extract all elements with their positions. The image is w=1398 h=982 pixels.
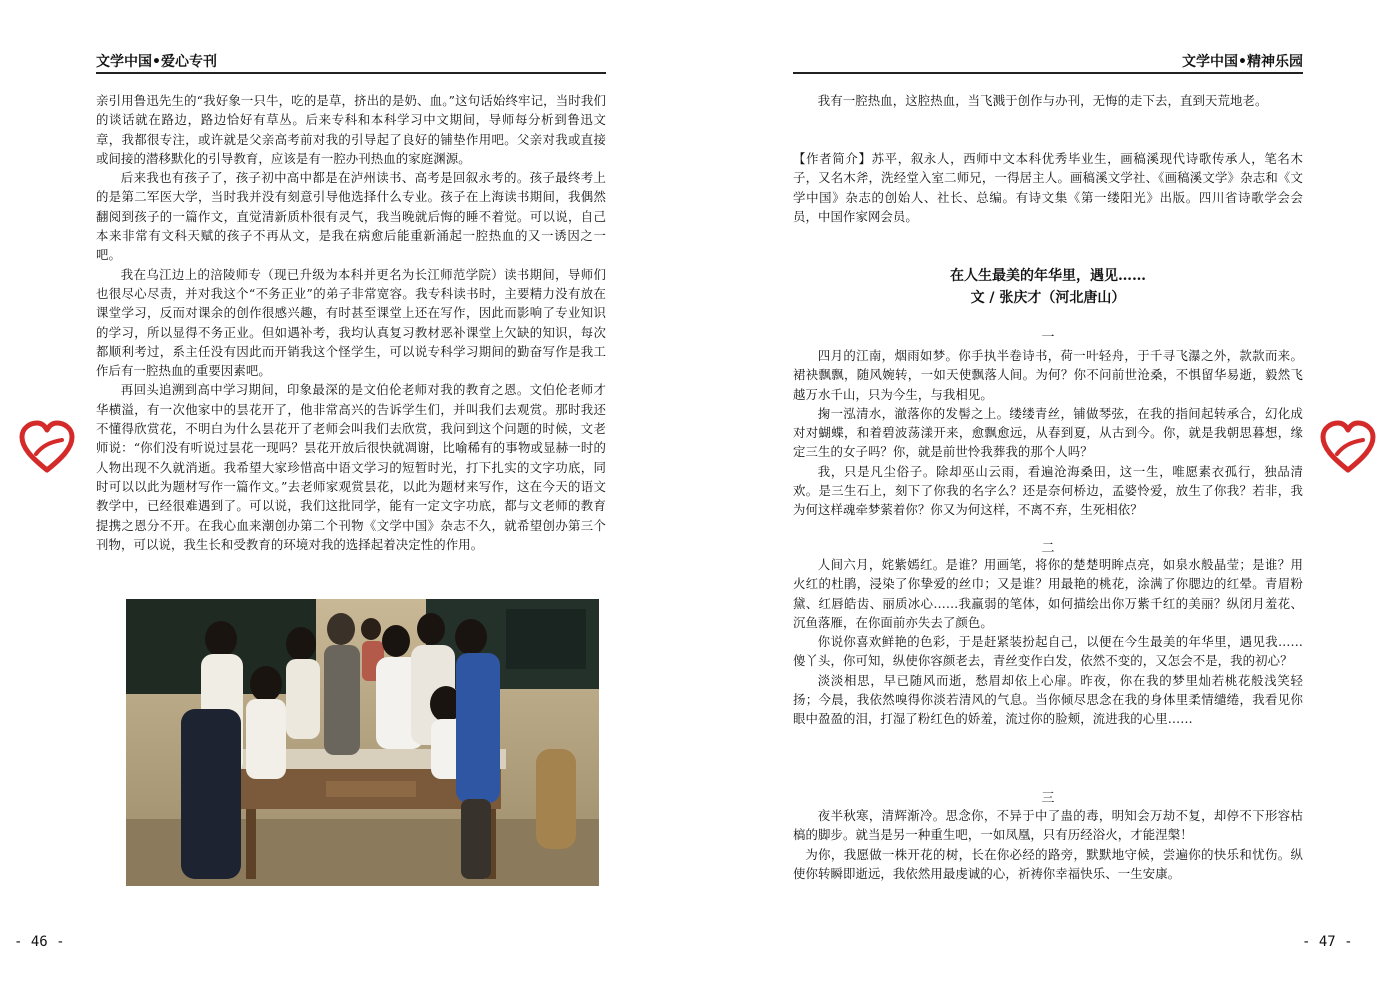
- section-1-paragraph-3: 我，只是凡尘俗子。除却巫山云雨，看遍沧海桑田，这一生，唯愿素衣孤行，独品清欢。是三生石上，刻下了你我的名字么？还是奈何桥边，孟婆怜爱，放生了你我？若非，我为何这样魂牵梦萦着你？你又为何这样，不离不弃，生死相依？: [793, 463, 1303, 518]
- right-header: 文学中国•精神乐园: [793, 52, 1303, 74]
- article-title: 在人生最美的年华里，遇见……: [950, 268, 1146, 284]
- right-page: [699, 0, 1398, 982]
- group-photo: [126, 599, 599, 886]
- left-body: [96, 91, 606, 554]
- section-mark-3: 三: [1041, 791, 1055, 806]
- author-bio: [793, 149, 1303, 226]
- section-3-paragraph-1: 夜半秋寒，清辉渐冷。思念你，不异于中了蛊的毒，明知会万劫不复，却停不下形容枯槁的脚步。就当是另一种重生吧，一如凤凰，只有历经浴火，才能涅槃！: [793, 808, 1303, 843]
- left-header: 文学中国•爱心专刊: [96, 52, 606, 74]
- intro-paragraph: 我有一腔热血，这腔热血，当飞溅于创作与办刊，无悔的走下去，直到天荒地老。: [817, 93, 1268, 108]
- left-paragraph-1: 亲引用鲁迅先生的“我好象一只牛，吃的是草，挤出的是奶、血。”这句话始终牢记，当时我们的谈话就在路边，路边恰好有草丛。后来专科和本科学习中文期间，导师每分析到鲁迅文章，我都很专注，或许就是父亲高考前对我的引导起了良好的铺垫作用吧。父亲对我或直接或间接的潜移默化的引导教育，应该是有一腔办刊热血的家庭渊源。: [96, 93, 606, 166]
- section-2-paragraph-1: 人间六月，姹紫嫣红。是谁？用画笔，将你的楚楚明眸点亮，如泉水般晶莹；是谁？用火红的杜鹃，浸染了你挚爱的丝巾；又是谁？用最艳的桃花，涂满了你腮边的红晕。青眉粉黛、红唇皓齿、丽质冰心……我羸弱的笔体，如何描绘出你万紫千红的美丽？纵闭月羞花、沉鱼落雁，在你面前亦失去了颜色。: [793, 557, 1303, 630]
- bio-text: 苏平，叙永人，西师中文本科优秀毕业生，画稿溪现代诗歌传承人，笔名木子，又名木斧，洗经堂入室二师兄，一得居主人。画稿溪文学社、《画稿溪文学》杂志和《文学中国》杂志的创始人、社长、总编。有诗文集《第一缕阳光》出版。四川省诗歌学会会员，中国作家网会员。: [793, 151, 1303, 224]
- section-2-paragraph-2: 你说你喜欢鲜艳的色彩，于是赶紧装扮起自己，以便在今生最美的年华里，遇见我……傻丫头，你可知，纵使你容颜老去，青丝变作白发，依然不变的，又怎会不是，我的初心？: [793, 634, 1303, 669]
- section-mark-2: 二: [1041, 541, 1055, 556]
- section-1-paragraph-2: 掬一泓清水，澈落你的发髻之上。缕缕青丝，铺做琴弦，在我的指间起转承合，幻化成对对蝴蝶，和着碧波荡漾开来，愈飘愈远，从春到夏，从古到今。你，就是我朝思暮想，缘定三生的女子吗？你，就是前世怜我葬我的那个人吗？: [793, 405, 1303, 460]
- section-1-paragraph-1: 四月的江南，烟雨如梦。你手执半卷诗书，荷一叶轻舟，于千寻飞瀑之外，款款而来。裙袂飘飘，随风婉转，一如天使飘落人间。为何？你不问前世沧桑，不惧留华易逝，毅然飞越万水千山，只为今生，与我相见。: [793, 348, 1303, 402]
- bio-label: 【作者简介】: [793, 151, 872, 166]
- section-3-body: [793, 806, 1303, 883]
- intro-block: [793, 91, 1303, 110]
- section-mark-1: 一: [1041, 330, 1055, 345]
- heart-logo-icon: [18, 420, 76, 476]
- article-byline: 文 / 张庆才（河北唐山）: [970, 290, 1126, 306]
- bio-paragraph: [793, 149, 1303, 226]
- section-2-body: [793, 555, 1303, 729]
- page-number-left: - 46 -: [14, 934, 65, 950]
- left-paragraph-4: 再回头追溯到高中学习期间，印象最深的是文伯伦老师对我的教育之恩。文伯伦老师才华横溢，有一次他家中的昙花开了，他非常高兴的告诉学生们，并叫我们去观赏。那时我还不懂得欣赏花，不明白为什么昙花开了老师会叫我们去欣赏，我问到这个问题的时候，文老师说：“你们没有听说过昙花一现吗？昙花开放后很快就凋谢，比喻稀有的事物或显赫一时的人物出现不久就消逝。我希望大家珍惜高中语文学习的短暂时光，打下扎实的文字功底，同时可以以此为题材写作一篇作文。”去老师家观赏昙花，以此为题材来写作，这在今天的语文教学中，已经很难遇到了。可以说，我们这批同学，能有一定文字功底，都与文老师的教育提携之恩分不开。在我心血来潮创办第二个刊物《文学中国》杂志不久，就希望创办第三个刊物，可以说，我生长和受教育的环境对我的选择起着决定性的作用。: [96, 382, 606, 552]
- heart-logo-icon: [1319, 420, 1377, 476]
- article-heading: [793, 265, 1303, 309]
- section-1-body: [793, 346, 1303, 520]
- left-paragraph-2: 后来我也有孩子了，孩子初中高中都是在泸州读书、高考是回叙永考的。孩子最终考上的是第二军医大学，当时我并没有刻意引导他选择什么专业。孩子在上海读书期间，我偶然翻阅到孩子的一篇作文，直觉清新质朴很有灵气，我当晚就后悔的睡不着觉。可以说，自己本来非常有文科天赋的孩子不再从文，是我在病愈后能重新涌起一腔热血的又一诱因之一吧。: [96, 170, 606, 263]
- section-3-paragraph-2: 为你，我愿做一株开花的树，长在你必经的路旁，默默地守候，尝遍你的快乐和忧伤。纵使你转瞬即逝远，我依然用最虔诚的心，祈祷你幸福快乐、一生安康。: [793, 846, 1303, 881]
- page-number-right: - 47 -: [1302, 934, 1353, 950]
- group-photo-image: [126, 599, 599, 886]
- left-paragraph-3: 我在乌江边上的涪陵师专（现已升级为本科并更名为长江师范学院）读书期间，导师们也很尽心尽责，并对我这个“不务正业”的弟子非常宽容。我专科读书时，主要精力没有放在课堂学习，反而对课余的创作很感兴趣，有时甚至课堂上还在写作，因此而影响了专业知识的学习，所以显得不务正业。但如遇补考，我均认真复习教材恶补课堂上欠缺的知识，每次都顺利考过，系主任没有因此而开销我这个怪学生，可以说专科学习期间的勤奋写作是我工作后有一腔热血的重要因素吧。: [96, 266, 606, 379]
- section-2-paragraph-3: 淡淡相思，早已随风而逝，愁眉却依上心扉。昨夜，你在我的梦里灿若桃花般浅笑轻扬；今晨，我依然嗅得你淡若清风的气息。当你倾尽思念在我的身体里柔情缱绻，我看见你眼中盈盈的泪，打湿了粉红色的娇羞，流过你的脸颊，流进我的心里……: [793, 672, 1303, 727]
